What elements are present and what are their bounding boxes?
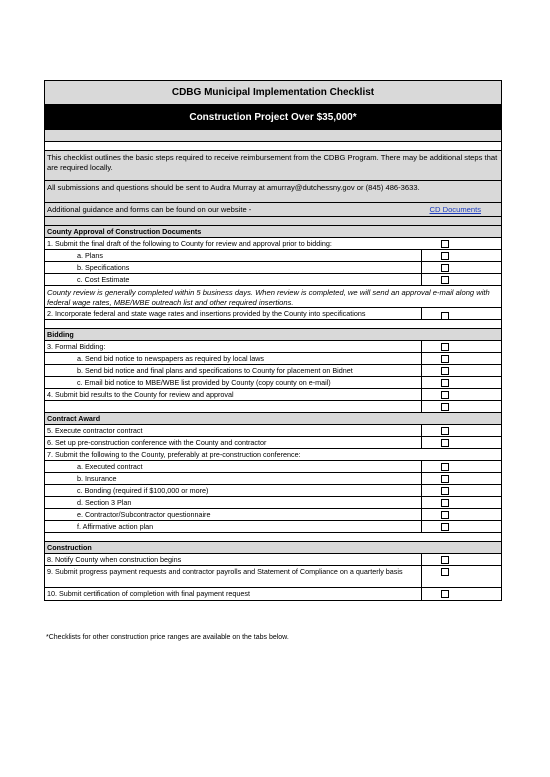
- checklist-item: [45, 262, 501, 274]
- column-divider: [421, 509, 422, 520]
- item-text: e. Contractor/Subcontractor questionnaire: [77, 510, 211, 519]
- item-text: a. Send bid notice to newspapers as required by local laws: [77, 354, 264, 363]
- cd-documents-link[interactable]: CD Documents: [429, 205, 481, 214]
- item-text: 2. Incorporate federal and state wage rates and insertions provided by the County into specifications: [47, 309, 366, 318]
- column-divider: [421, 554, 422, 565]
- intro-text: This checklist outlines the basic steps required to receive reimbursement from the CDBG Program. There may be additional steps that are required locally.: [45, 151, 501, 181]
- checkbox[interactable]: [441, 312, 449, 320]
- column-divider: [421, 473, 422, 484]
- checkbox[interactable]: [441, 463, 449, 471]
- checklist-item: [45, 353, 501, 365]
- checkbox[interactable]: [441, 367, 449, 375]
- page-title: CDBG Municipal Implementation Checklist: [45, 81, 501, 105]
- checkbox[interactable]: [441, 276, 449, 284]
- checklist-item: [45, 485, 501, 497]
- checkbox[interactable]: [441, 343, 449, 351]
- column-divider: [421, 262, 422, 273]
- checklist-item: [45, 554, 501, 566]
- item-text: f. Affirmative action plan: [77, 522, 154, 531]
- checklist-item: [45, 473, 501, 485]
- column-divider: [421, 425, 422, 436]
- checkbox[interactable]: [441, 355, 449, 363]
- section-heading: Contract Award: [45, 413, 501, 425]
- contact-text: All submissions and questions should be sent to Audra Murray at amurray@dutchessny.gov or (845) 486-3633.: [45, 181, 501, 203]
- checkbox[interactable]: [441, 475, 449, 483]
- checkbox[interactable]: [441, 427, 449, 435]
- spacer-row: [45, 217, 501, 226]
- checkbox[interactable]: [441, 240, 449, 248]
- column-divider: [421, 389, 422, 400]
- checklist-item: [45, 521, 501, 533]
- checklist-item: [45, 238, 501, 250]
- checkbox[interactable]: [441, 499, 449, 507]
- column-divider: [421, 274, 422, 285]
- column-divider: [421, 566, 422, 587]
- column-divider: [421, 308, 422, 319]
- checkbox[interactable]: [441, 379, 449, 387]
- checklist-item: [45, 449, 501, 461]
- checklist-item: [45, 389, 501, 401]
- checklist-item: [45, 308, 501, 320]
- spacer-row: [45, 130, 501, 142]
- item-text: c. Cost Estimate: [77, 275, 130, 284]
- section-heading: Bidding: [45, 329, 501, 341]
- item-text: 4. Submit bid results to the County for review and approval: [47, 390, 234, 399]
- column-divider: [421, 353, 422, 364]
- item-text: 3. Formal Bidding:: [47, 342, 106, 351]
- checklist-item: [45, 497, 501, 509]
- column-divider: [421, 250, 422, 261]
- item-text: c. Email bid notice to MBE/WBE list provided by County (copy county on e-mail): [77, 378, 331, 387]
- item-text: 6. Set up pre-construction conference with the County and contractor: [47, 438, 267, 447]
- checkbox[interactable]: [441, 439, 449, 447]
- column-divider: [421, 401, 422, 412]
- item-text: 9. Submit progress payment requests and contractor payrolls and Statement of Compliance on a quarterly basis: [47, 567, 403, 576]
- review-note: County review is generally completed within 5 business days. When review is completed, we will send an approval e-mail along with federal wage rates, MBE/WBE outreach list and other required insertions.: [45, 286, 501, 308]
- checklist-item: [45, 509, 501, 521]
- checkbox[interactable]: [441, 511, 449, 519]
- column-divider: [421, 365, 422, 376]
- checkbox[interactable]: [441, 568, 449, 576]
- item-text: b. Send bid notice and final plans and specifications to County for placement on Bidnet: [77, 366, 353, 375]
- checklist-item: [45, 377, 501, 389]
- item-text: a. Plans: [77, 251, 103, 260]
- checklist-item: [45, 437, 501, 449]
- spacer-row: [45, 142, 501, 151]
- column-divider: [421, 341, 422, 352]
- checklist-item: [45, 341, 501, 353]
- checklist-sheet: [44, 80, 502, 601]
- footnote: *Checklists for other construction price ranges are available on the tabs below.: [46, 634, 289, 641]
- guidance-row: [45, 203, 501, 217]
- page-subtitle: Construction Project Over $35,000*: [45, 105, 501, 130]
- column-divider: [421, 437, 422, 448]
- column-divider: [421, 461, 422, 472]
- checklist-item: [45, 250, 501, 262]
- checkbox[interactable]: [441, 264, 449, 272]
- section-heading: Construction: [45, 542, 501, 554]
- checkbox[interactable]: [441, 487, 449, 495]
- guidance-text: Additional guidance and forms can be found on our website -: [47, 205, 252, 214]
- spacer-row: [45, 533, 501, 542]
- checklist-item: [45, 461, 501, 473]
- checklist-item: [45, 425, 501, 437]
- item-text: 10. Submit certification of completion with final payment request: [47, 589, 250, 598]
- column-divider: [421, 485, 422, 496]
- checklist-item: [45, 588, 501, 600]
- item-text: c. Bonding (required if $100,000 or more): [77, 486, 209, 495]
- column-divider: [421, 497, 422, 508]
- item-text: b. Insurance: [77, 474, 117, 483]
- item-text: 1. Submit the final draft of the following to County for review and approval prior to bidding:: [47, 239, 332, 248]
- checkbox[interactable]: [441, 403, 449, 411]
- item-text: 8. Notify County when construction begins: [47, 555, 182, 564]
- checkbox[interactable]: [441, 523, 449, 531]
- item-text: 5. Execute contractor contract: [47, 426, 143, 435]
- item-text: a. Executed contract: [77, 462, 143, 471]
- column-divider: [421, 521, 422, 532]
- checkbox[interactable]: [441, 590, 449, 598]
- checkbox[interactable]: [441, 556, 449, 564]
- checkbox[interactable]: [441, 252, 449, 260]
- section-heading: County Approval of Construction Documents: [45, 226, 501, 238]
- item-text: b. Specifications: [77, 263, 130, 272]
- checklist-item-blank: [45, 401, 501, 413]
- checklist-item: [45, 566, 501, 588]
- checkbox[interactable]: [441, 391, 449, 399]
- column-divider: [421, 377, 422, 388]
- checklist-item: [45, 365, 501, 377]
- item-text: d. Section 3 Plan: [77, 498, 132, 507]
- item-text: 7. Submit the following to the County, preferably at pre-construction conference:: [47, 450, 301, 459]
- spacer-row: [45, 320, 501, 329]
- checklist-item: [45, 274, 501, 286]
- column-divider: [421, 588, 422, 600]
